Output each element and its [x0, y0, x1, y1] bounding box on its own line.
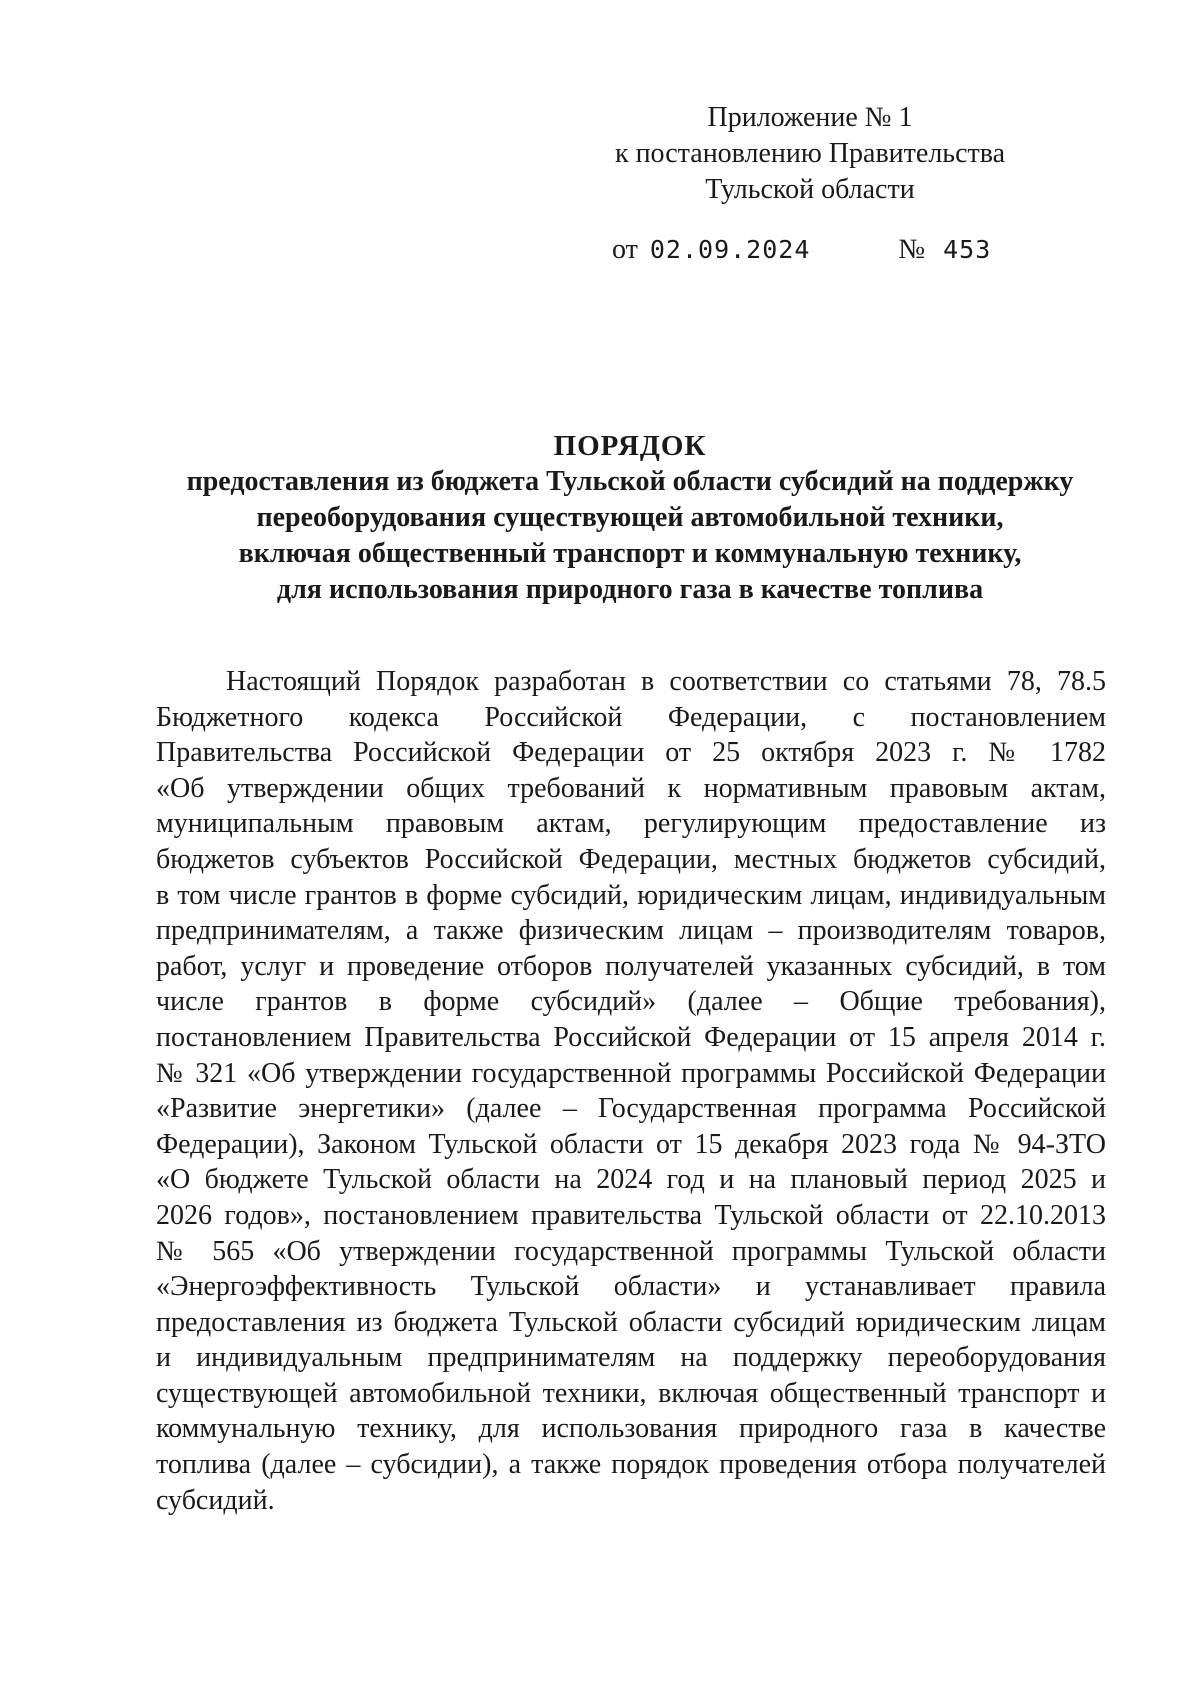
- paragraph-line: и индивидуальным предпринимателям на поддержку переоборудования: [156, 1342, 1106, 1374]
- paragraph-line: постановлением Правительства Российской Федерации от 15 апреля 2014 г.: [156, 1021, 1106, 1053]
- appendix-line-2: к постановлению Правительства: [614, 138, 1006, 169]
- paragraph-line: предоставления из бюджета Тульской области субсидий юридическим лицам: [156, 1306, 1106, 1338]
- subtitle-line: включая общественный транспорт и коммунальную технику,: [238, 538, 1022, 569]
- appendix-line-3: Тульской области: [705, 174, 915, 205]
- paragraph-line: топлива (далее – субсидии), а также порядок проведения отбора получателей: [156, 1449, 1106, 1481]
- paragraph-line: существующей автомобильной техники, включая общественный транспорт и: [156, 1377, 1106, 1409]
- body-paragraph: [156, 664, 1106, 1518]
- paragraph-line: Федерации), Законом Тульской области от 15 декабря 2023 года № 94-ЗТО: [156, 1128, 1106, 1160]
- paragraph-line: «Развитие энергетики» (далее – Государственная программа Российской: [156, 1093, 1106, 1125]
- paragraph-line: Бюджетного кодекса Российской Федерации, с постановлением: [156, 701, 1106, 733]
- date-label: от: [612, 234, 638, 265]
- document-title-block: [140, 428, 1120, 608]
- document-date: 02.09.2024: [649, 235, 811, 264]
- paragraph-line: № 565 «Об утверждении государственной программы Тульской области: [156, 1235, 1106, 1267]
- number-label: №: [898, 234, 926, 265]
- document-title: ПОРЯДОК: [553, 430, 707, 462]
- paragraph-line: 2026 годов», постановлением правительства Тульской области от 22.10.2013: [156, 1199, 1106, 1231]
- subtitle-line: переоборудования существующей автомобильной техники,: [256, 502, 1004, 533]
- paragraph-line: числе грантов в форме субсидий» (далее – Общие требования),: [156, 986, 1106, 1018]
- document-reference: [612, 232, 1032, 268]
- appendix-line-1: Приложение № 1: [707, 102, 913, 133]
- appendix-header: [600, 100, 1020, 208]
- paragraph-line: предпринимателям, а также физическим лицам – производителям товаров,: [156, 915, 1106, 947]
- document-number: 453: [943, 235, 992, 264]
- subtitle-line: предоставления из бюджета Тульской области субсидий на поддержку: [186, 466, 1074, 497]
- paragraph-line: № 321 «Об утверждении государственной программы Российской Федерации: [156, 1057, 1106, 1089]
- paragraph-line: Настоящий Порядок разработан в соответствии со статьями 78, 78.5: [226, 666, 1106, 697]
- paragraph-line: «О бюджете Тульской области на 2024 год и на плановый период 2025 и: [156, 1164, 1106, 1196]
- paragraph-line: субсидий.: [156, 1484, 275, 1516]
- paragraph-line: бюджетов субъектов Российской Федерации, местных бюджетов субсидий,: [156, 843, 1106, 875]
- paragraph-line: Правительства Российской Федерации от 25 октября 2023 г. № 1782: [156, 737, 1106, 769]
- subtitle-line: для использования природного газа в качестве топлива: [276, 574, 984, 605]
- paragraph-line: в том числе грантов в форме субсидий, юридическим лицам, индивидуальным: [156, 879, 1106, 911]
- paragraph-line: коммунальную технику, для использования природного газа в качестве: [156, 1413, 1106, 1445]
- paragraph-line: «Энергоэффективность Тульской области» и устанавливает правила: [156, 1271, 1106, 1303]
- paragraph-line: «Об утверждении общих требований к нормативным правовым актам,: [156, 772, 1106, 804]
- paragraph-line: муниципальным правовым актам, регулирующим предоставление из: [156, 808, 1106, 840]
- paragraph-line: работ, услуг и проведение отборов получателей указанных субсидий, в том: [156, 950, 1106, 982]
